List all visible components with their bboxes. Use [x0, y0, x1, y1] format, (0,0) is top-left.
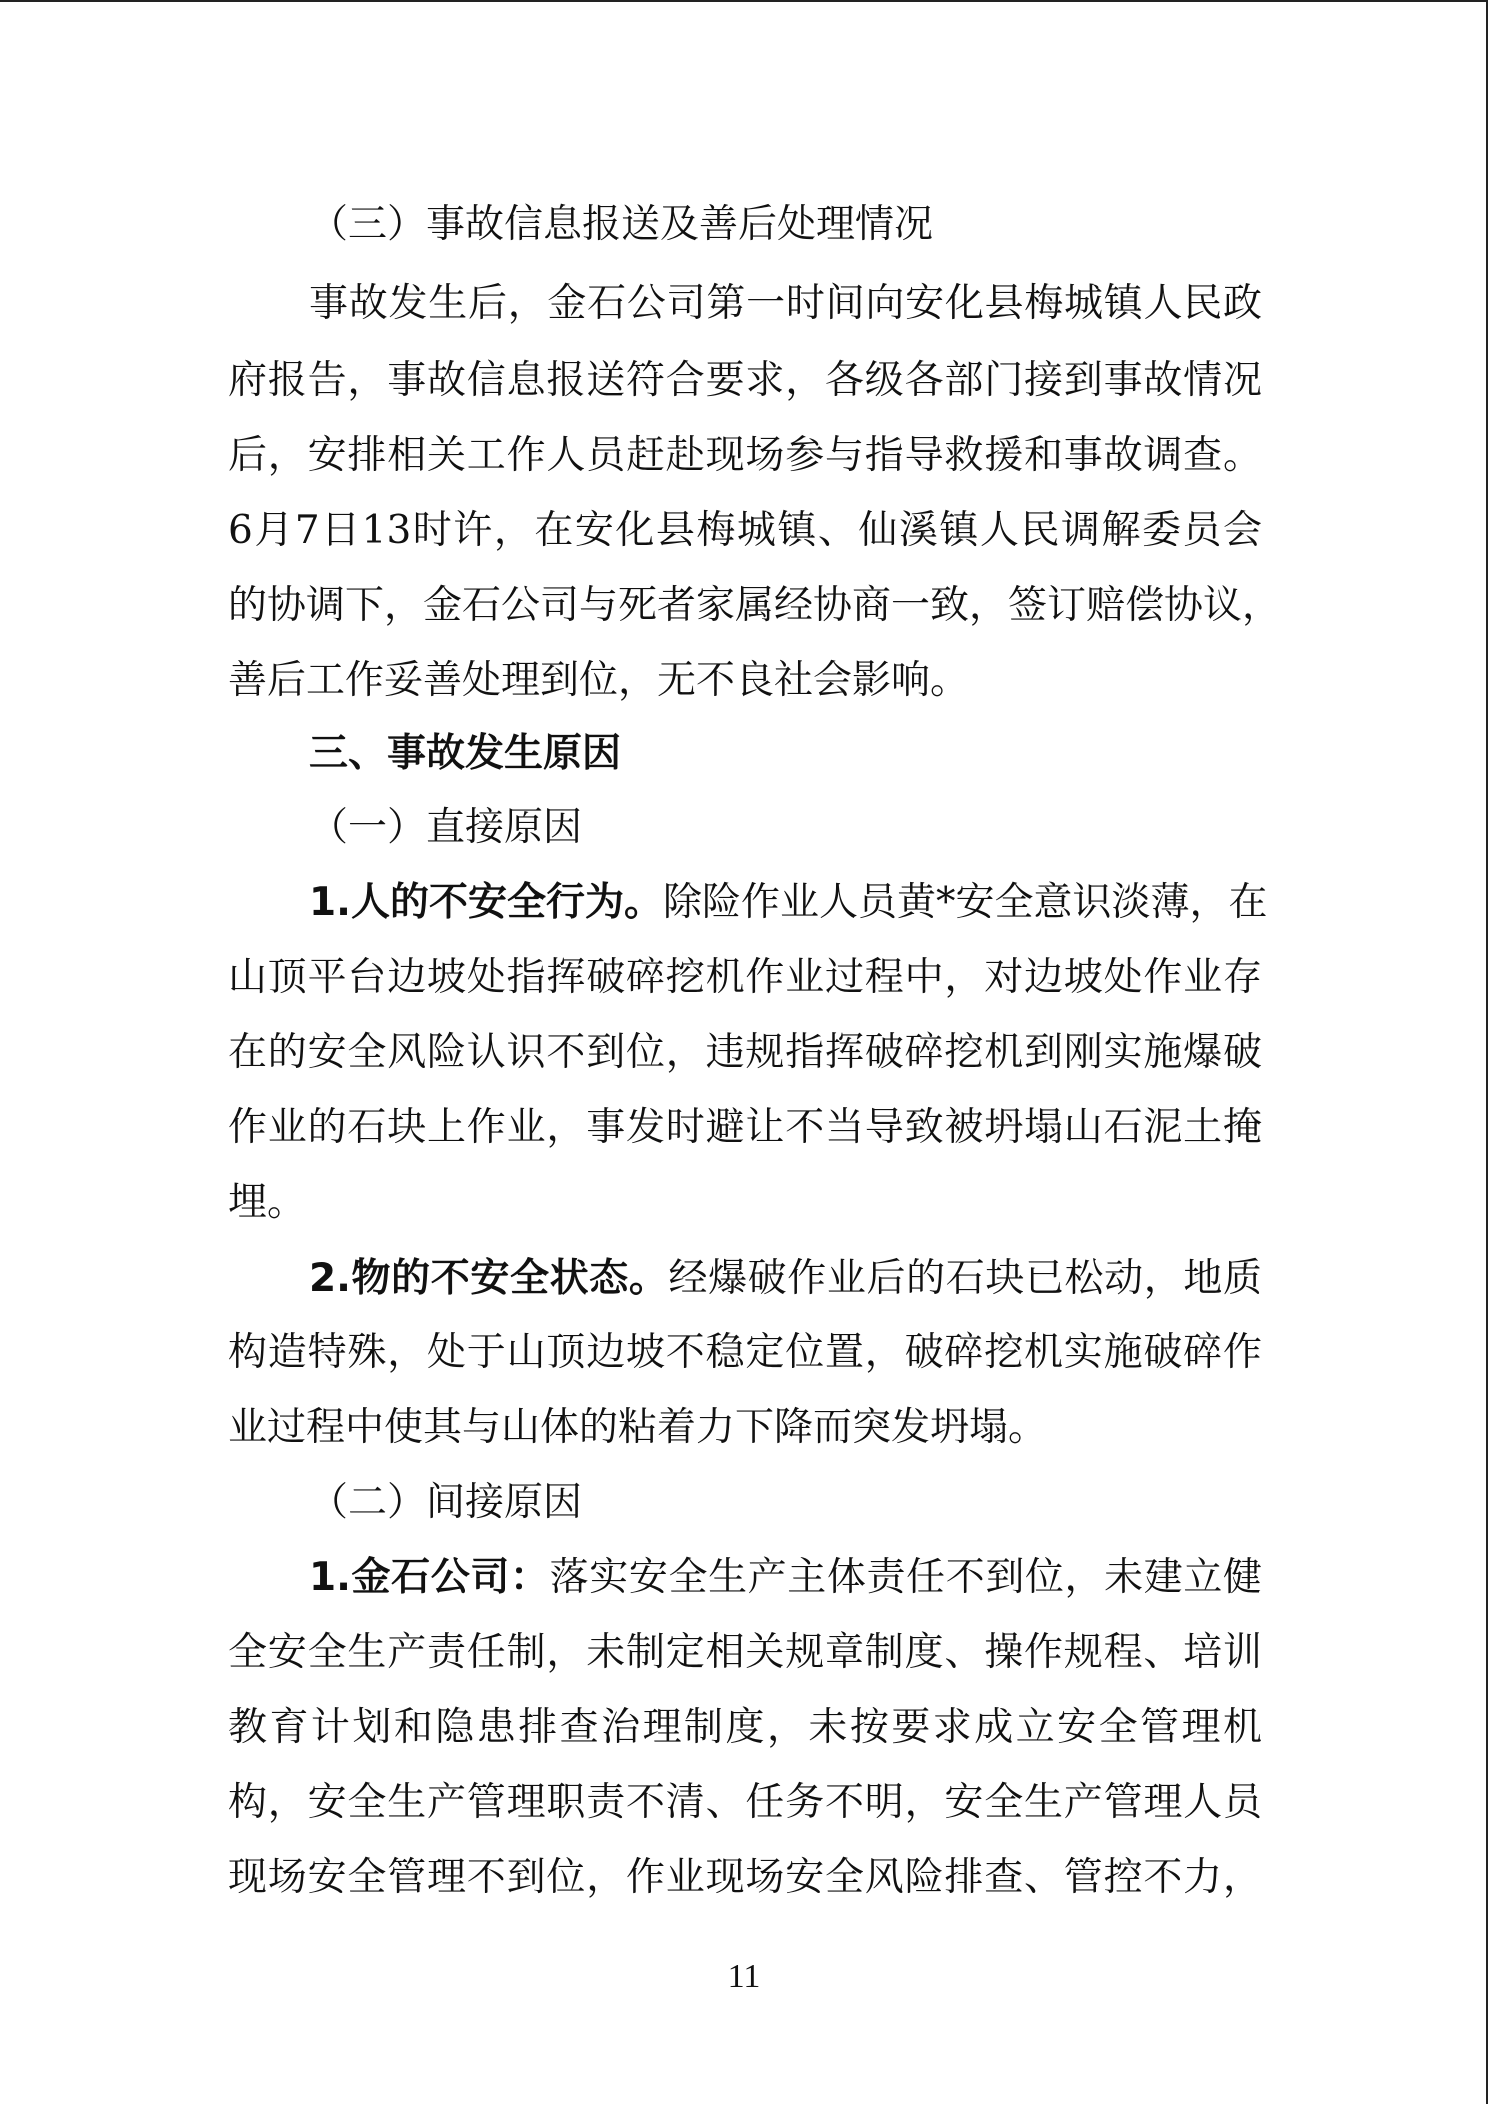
text-line: [228, 493, 1262, 568]
line-text: 事故发生后，金石公司第一时间向安化县梅城镇人民政: [309, 281, 1262, 326]
line-text: （三）事故信息报送及善后处理情况: [309, 202, 934, 247]
bold-lead: 1.人的不安全行为。: [309, 880, 663, 925]
text-line: [309, 266, 1262, 341]
text-line: [228, 343, 1262, 418]
line-text: 构，安全生产管理职责不清、任务不明，安全生产管理人员: [228, 1780, 1262, 1825]
text-line: [309, 1465, 1262, 1540]
text-line: [228, 1615, 1262, 1690]
page-number: 11: [727, 1958, 761, 1995]
text-line: [228, 643, 1262, 718]
line-text: 在的安全风险认识不到位，违规指挥破碎挖机到刚实施爆破: [228, 1030, 1262, 1075]
text-line: [309, 1540, 1262, 1615]
line-text: 6月7日13时许，在安化县梅城镇、仙溪镇人民调解委员会: [228, 508, 1262, 553]
line-text: 埋。: [228, 1180, 307, 1225]
text-line: [228, 1315, 1262, 1390]
bold-lead: 2.物的不安全状态。: [309, 1256, 669, 1301]
line-text: （二）间接原因: [309, 1480, 583, 1525]
text-line: [309, 790, 1262, 865]
text-line: [309, 716, 1262, 791]
line-text: 落实安全生产主体责任不到位，未建立健: [549, 1555, 1262, 1600]
text-line: [309, 1241, 1262, 1316]
line-text: （一）直接原因: [309, 805, 583, 850]
bold-lead: 三、事故发生原因: [309, 731, 622, 776]
line-text: 除险作业人员黄*安全意识淡薄，在: [662, 880, 1268, 925]
bold-lead: 1.金石公司：: [309, 1555, 550, 1600]
text-line: [309, 865, 1268, 940]
text-line: [228, 1015, 1262, 1090]
line-text: 教育计划和隐患排查治理制度，未按要求成立安全管理机: [228, 1705, 1262, 1750]
text-line: [228, 418, 1262, 493]
text-line: [228, 1390, 1262, 1465]
text-line: [228, 940, 1262, 1015]
line-text: 府报告，事故信息报送符合要求，各级各部门接到事故情况: [228, 358, 1262, 403]
text-line: [228, 1090, 1262, 1165]
line-text: 后，安排相关工作人员赶赴现场参与指导救援和事故调查。: [228, 433, 1262, 478]
text-line: [228, 568, 1282, 643]
line-text: 业过程中使其与山体的粘着力下降而突发坍塌。: [228, 1405, 1048, 1450]
line-text: 作业的石块上作业，事发时避让不当导致被坍塌山石泥土掩: [228, 1105, 1262, 1150]
line-text: 全安全生产责任制，未制定相关规章制度、操作规程、培训: [228, 1630, 1262, 1675]
line-text: 现场安全管理不到位，作业现场安全风险排查、管控不力，: [228, 1855, 1262, 1900]
line-text: 善后工作妥善处理到位，无不良社会影响。: [228, 658, 970, 703]
line-text: 构造特殊，处于山顶边坡不稳定位置，破碎挖机实施破碎作: [228, 1330, 1262, 1375]
line-text: 山顶平台边坡处指挥破碎挖机作业过程中，对边坡处作业存: [228, 955, 1262, 1000]
text-line: [228, 1690, 1262, 1765]
text-line: [228, 1765, 1262, 1840]
line-text: 的协调下，金石公司与死者家属经协商一致，签订赔偿协议，: [228, 583, 1282, 628]
text-line: [228, 1840, 1262, 1915]
text-line: [228, 1165, 1262, 1240]
text-line: [309, 187, 1262, 262]
line-text: 经爆破作业后的石块已松动，地质: [668, 1256, 1262, 1301]
